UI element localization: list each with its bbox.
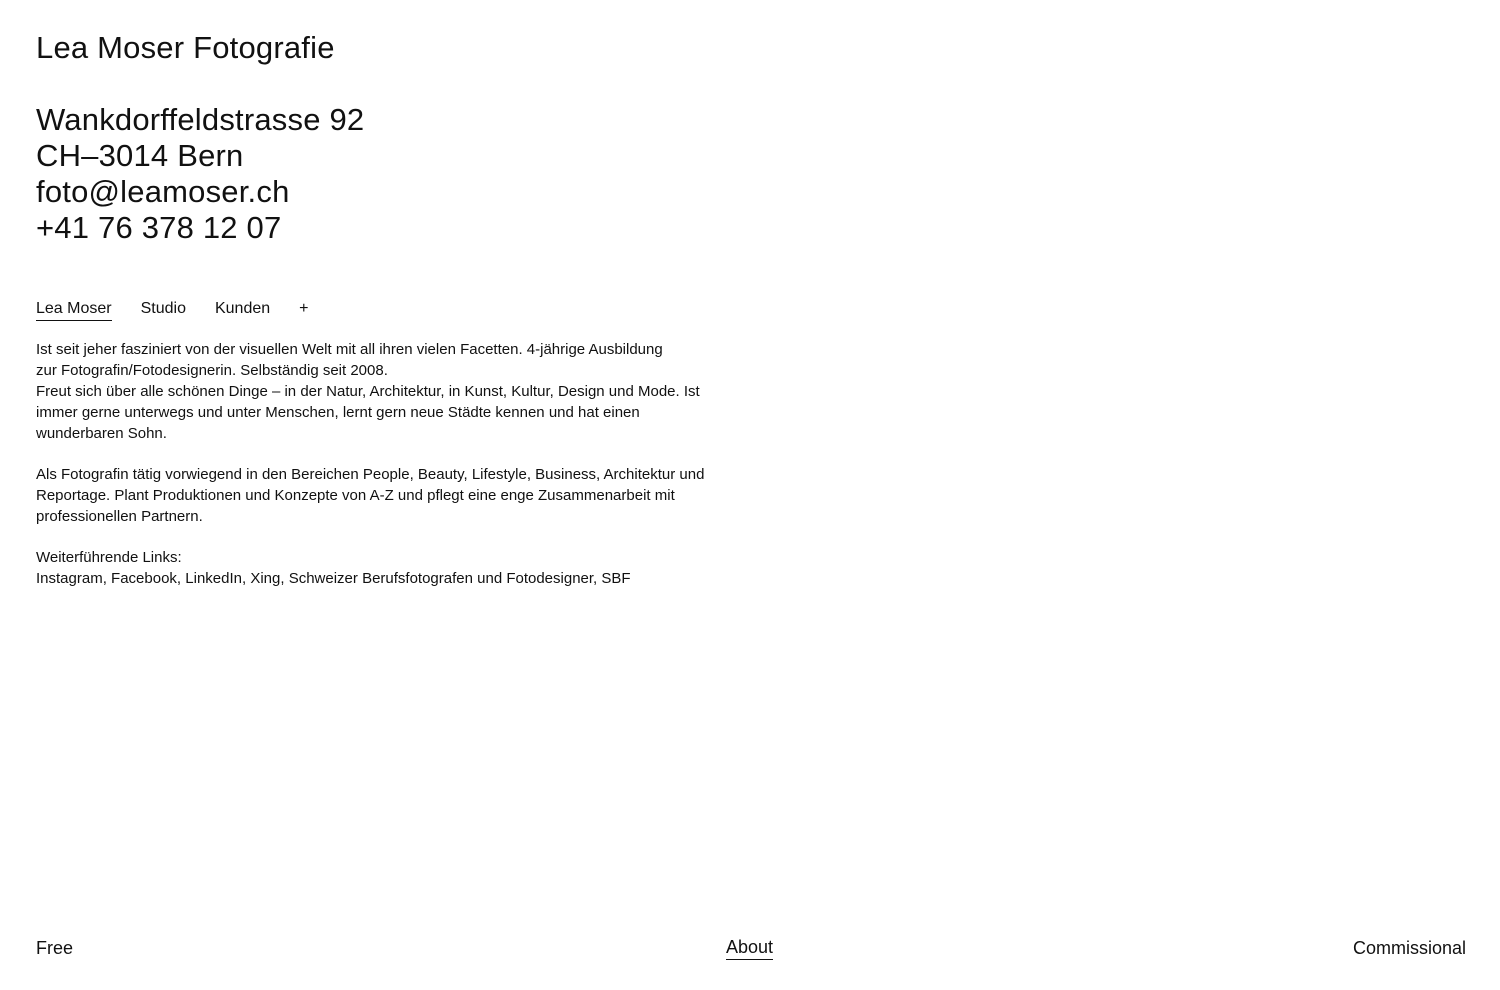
bio-line: immer gerne unterwegs und unter Menschen, lernt gern neue Städte kennen und hat einen [36, 404, 640, 421]
work-line: professionellen Partnern. [36, 508, 203, 525]
bio-paragraph [36, 339, 806, 444]
contact-street: Wankdorffeldstrasse 92 [36, 102, 365, 137]
links-paragraph [36, 547, 806, 589]
link-sbf[interactable]: Schweizer Berufsfotografen und Fotodesigner, SBF [288, 570, 631, 587]
site-title[interactable]: Lea Moser Fotografie [36, 30, 335, 65]
tab-more-plus[interactable]: + [299, 300, 309, 317]
work-paragraph [36, 464, 806, 527]
link-facebook[interactable]: Facebook [111, 570, 177, 587]
bio-line: Freut sich über alle schönen Dinge – in der Natur, Architektur, in Kunst, Kultur, Design und Mode. Ist [36, 383, 700, 400]
nav-free[interactable]: Free [36, 938, 74, 958]
links-row [36, 568, 806, 589]
bio-line: zur Fotografin/Fotodesignerin. Selbständig seit 2008. [36, 362, 388, 379]
link-separator: , [176, 570, 186, 587]
contact-block [36, 102, 364, 246]
about-tabs [36, 298, 308, 321]
link-instagram[interactable]: Instagram [36, 570, 103, 587]
tab-studio[interactable]: Studio [140, 300, 186, 317]
link-xing[interactable]: Xing [250, 570, 281, 587]
links-heading: Weiterführende Links: [36, 549, 182, 566]
link-linkedin[interactable]: LinkedIn [185, 570, 242, 587]
contact-city: CH–3014 Bern [36, 138, 244, 173]
work-line: Als Fotografin tätig vorwiegend in den Bereichen People, Beauty, Lifestyle, Business, Architektur und [36, 466, 705, 483]
contact-email-link[interactable]: foto@leamoser.ch [36, 174, 290, 209]
contact-phone-link[interactable]: +41 76 378 12 07 [36, 210, 282, 245]
nav-about[interactable]: About [726, 936, 773, 960]
nav-commissional[interactable]: Commissional [1352, 938, 1466, 958]
link-separator: , [280, 570, 289, 587]
bio-line: Ist seit jeher fasziniert von der visuellen Welt mit all ihren vielen Facetten. 4-jährige Ausbildung [36, 341, 663, 358]
tab-lea-moser[interactable]: Lea Moser [36, 298, 112, 321]
work-line: Reportage. Plant Produktionen und Konzepte von A-Z und pflegt eine enge Zusammenarbeit mit [36, 487, 675, 504]
about-content [36, 339, 806, 609]
link-separator: , [102, 570, 112, 587]
link-separator: , [241, 570, 251, 587]
footer-nav [0, 936, 1500, 962]
tab-kunden[interactable]: Kunden [214, 300, 271, 317]
bio-line: wunderbaren Sohn. [36, 425, 167, 442]
